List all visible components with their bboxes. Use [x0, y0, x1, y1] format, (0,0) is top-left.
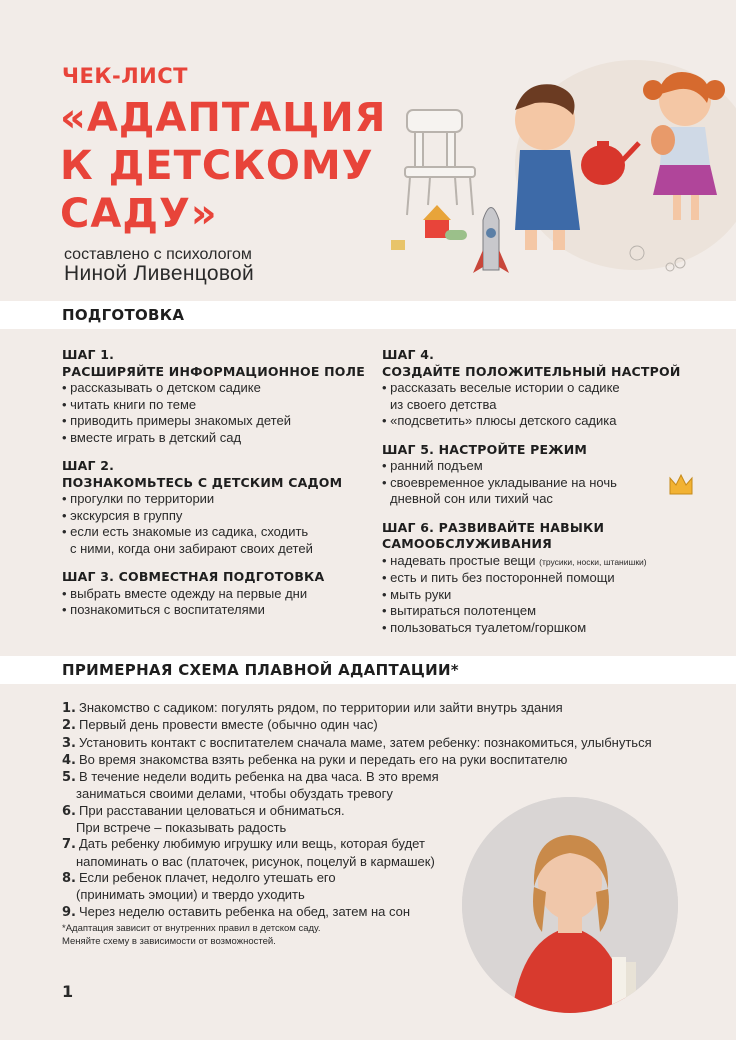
- chair-icon: [405, 110, 475, 215]
- steps-left-column: [62, 347, 365, 631]
- item-text: Дать ребенку любимую игрушку или вещь, которая будет: [79, 836, 425, 852]
- list-item: с ними, когда они забирают своих детей: [70, 540, 313, 556]
- step-title: ШАГ 5. НАСТРОЙТЕ РЕЖИМ: [382, 441, 588, 457]
- title-line: «АДАПТАЦИЯ: [60, 95, 387, 141]
- list-item: из своего детства: [390, 396, 497, 412]
- list-item: • есть и пить без посторонней помощи: [382, 570, 615, 585]
- list-item: [62, 700, 652, 717]
- step-title: СОЗДАЙТЕ ПОЛОЖИТЕЛЬНЫЙ НАСТРОЙ: [382, 363, 681, 379]
- rocket-icon: [473, 208, 509, 274]
- list-item-text: • надевать простые вещи: [382, 552, 536, 568]
- step-1: [62, 347, 365, 446]
- item-number: 4.: [62, 752, 76, 768]
- title-line: К ДЕТСКОМУ: [60, 143, 374, 189]
- section-heading-plan: ПРИМЕРНАЯ СХЕМА ПЛАВНОЙ АДАПТАЦИИ*: [62, 661, 459, 679]
- item-number: 2.: [62, 718, 76, 734]
- step-title: ШАГ 3. СОВМЕСТНАЯ ПОДГОТОВКА: [62, 569, 325, 584]
- list-item: • если есть знакомые из садика, сходить: [62, 524, 309, 539]
- step-6: [382, 520, 681, 637]
- footnote-line: Меняйте схему в зависимости от возможностей.: [62, 936, 276, 947]
- checklist-kicker: ЧЕК-ЛИСТ: [62, 64, 188, 88]
- author-photo: [462, 797, 678, 1013]
- step-title: САМООБСЛУЖИВАНИЯ: [382, 536, 552, 551]
- item-number: 7.: [62, 837, 76, 853]
- list-item-continuation: заниматься своими делами, чтобы обуздать тревогу: [76, 786, 393, 802]
- list-item: • рассказывать о детском садике: [62, 380, 261, 395]
- list-item: • ранний подъем: [382, 458, 483, 473]
- crown-icon: [667, 470, 695, 498]
- list-item: [62, 769, 652, 786]
- list-item-note: (трусики, носки, штанишки): [539, 556, 647, 567]
- item-text: Установить контакт с воспитателем сначала маме, затем ребенку: познакомиться, улыбнуться: [79, 734, 652, 750]
- list-item: [62, 752, 652, 769]
- boy-figure: [515, 84, 580, 250]
- list-item: • своевременное укладывание на ночь: [382, 474, 617, 490]
- list-item: дневной сон или тихий час: [390, 491, 553, 506]
- list-item: • приводить примеры знакомых детей: [62, 413, 291, 428]
- list-item: • мыть руки: [382, 586, 452, 602]
- item-text: Первый день провести вместе (обычно один час): [79, 717, 378, 733]
- step-5: [382, 442, 681, 508]
- list-item-continuation: напоминать о вас (платочек, рисунок, поцелуй в кармашек): [76, 853, 435, 869]
- section-heading-preparation: ПОДГОТОВКА: [62, 306, 185, 324]
- list-item: • «подсветить» плюсы детского садика: [382, 413, 617, 428]
- list-item: [62, 717, 652, 734]
- item-text: При расставании целоваться и обниматься.: [79, 802, 345, 818]
- title-line: САДУ»: [60, 191, 218, 237]
- step-2: [62, 458, 365, 557]
- step-label: ШАГ 1.: [62, 347, 115, 362]
- item-number: 6.: [62, 803, 76, 819]
- list-item: • читать книги по теме: [62, 396, 197, 412]
- item-text: Через неделю оставить ребенка на обед, затем на сон: [79, 903, 411, 919]
- step-label: ШАГ 2.: [62, 458, 115, 473]
- item-text: Знакомство с садиком: погулять рядом, по территории или зайти внутрь здания: [79, 700, 563, 715]
- list-item: • рассказать веселые истории о садике: [382, 380, 620, 395]
- list-item: • вместе играть в детский сад: [62, 429, 242, 445]
- item-number: 1.: [62, 701, 76, 716]
- children-illustration: [385, 55, 736, 290]
- step-title: РАСШИРЯЙТЕ ИНФОРМАЦИОННОЕ ПОЛЕ: [62, 363, 365, 379]
- step-3: [62, 569, 365, 619]
- item-number: 5.: [62, 770, 76, 786]
- step-4: [382, 347, 681, 430]
- footnote: [62, 922, 321, 948]
- footnote-line: *Адаптация зависит от внутренних правил в детском саду.: [62, 923, 321, 934]
- list-item: • познакомиться с воспитателями: [62, 602, 265, 617]
- list-item: • пользоваться туалетом/горшком: [382, 619, 587, 635]
- author-portrait: [462, 797, 678, 1013]
- list-item: [62, 735, 652, 752]
- item-text: В течение недели водить ребенка на два часа. В это время: [79, 769, 439, 785]
- item-text: Если ребенок плачет, недолго утешать его: [79, 869, 336, 885]
- item-number: 8.: [62, 870, 76, 886]
- list-item-continuation: При встрече – показывать радость: [76, 820, 287, 836]
- step-label: ШАГ 4.: [382, 347, 435, 362]
- step-title: ПОЗНАКОМЬТЕСЬ С ДЕТСКИМ САДОМ: [62, 474, 343, 490]
- page-title: [60, 94, 386, 238]
- list-item: • вытираться полотенцем: [382, 603, 537, 618]
- item-number: 9.: [62, 904, 76, 920]
- step-title: ШАГ 6. РАЗВИВАЙТЕ НАВЫКИ: [382, 519, 605, 535]
- list-item: [382, 553, 681, 571]
- author-name: Ниной Ливенцовой: [64, 262, 255, 285]
- list-item-continuation: (принимать эмоции) и твердо уходить: [76, 887, 305, 903]
- page-number: 1: [62, 982, 74, 1001]
- author-caption: составлено с психологом: [64, 246, 252, 263]
- list-item: • выбрать вместе одежду на первые дни: [62, 585, 308, 601]
- list-item: • экскурсия в группу: [62, 507, 183, 523]
- item-text: Во время знакомства взять ребенка на руки и передать его на руки воспитателю: [79, 751, 568, 767]
- list-item: • прогулки по территории: [62, 491, 215, 506]
- steps-right-column: [382, 347, 681, 648]
- item-number: 3.: [62, 735, 76, 751]
